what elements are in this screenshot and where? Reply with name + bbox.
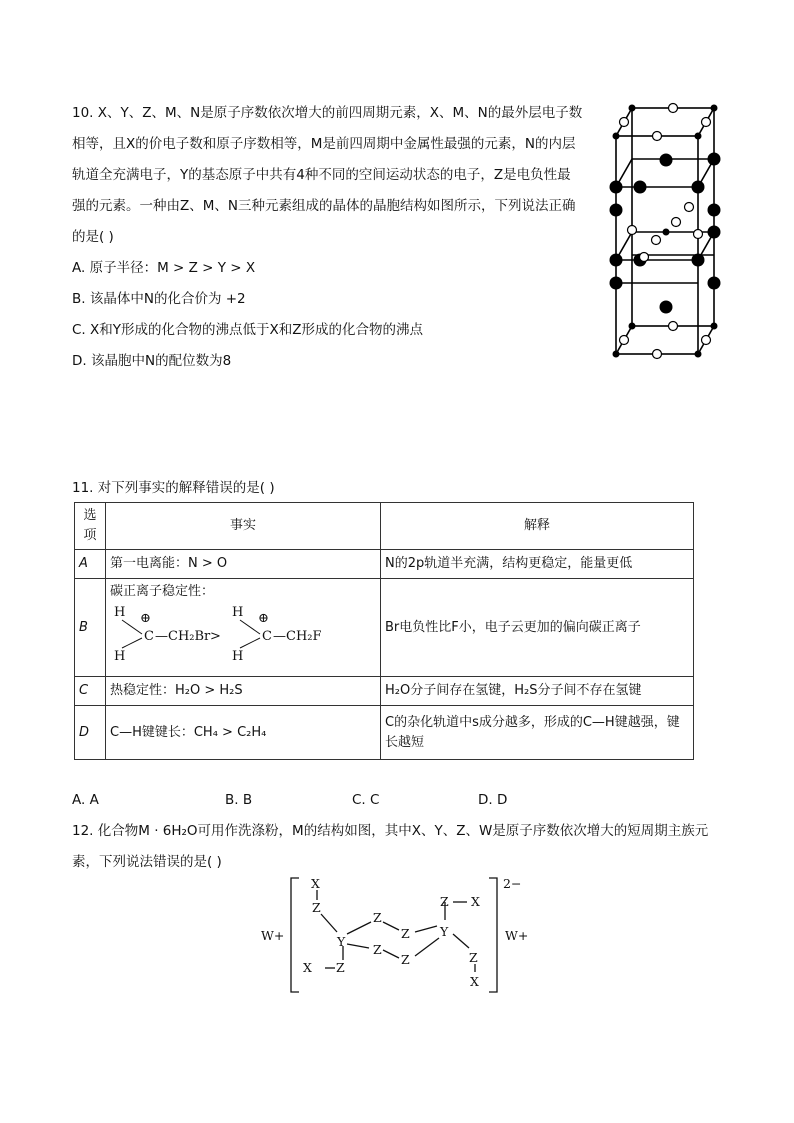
q10-line-3: 轨道全充满电子，Y的基态原子中共有4种不同的空间运动状态的电子，Z是电负性最 xyxy=(72,167,571,183)
table-row xyxy=(75,579,694,677)
row-explain: C的杂化轨道中s成分越多，形成的C—H键越强，键长越短 xyxy=(381,706,694,760)
q10-option-c: C. X和Y形成的化合物的沸点低于X和Z形成的化合物的沸点 xyxy=(72,322,423,338)
counter-ion-left: W+ xyxy=(261,928,285,943)
table-header-row xyxy=(75,503,694,550)
q11-answer-d: D. D xyxy=(478,792,508,808)
h-bottom-2: H xyxy=(232,649,244,664)
atom-z: Z xyxy=(373,942,382,957)
q12-line-2: 素，下列说法错误的是( ) xyxy=(72,854,222,870)
row-fact: 第一电离能：N > O xyxy=(106,550,381,579)
atom-z: Z xyxy=(401,952,410,967)
q11-answer-a: A. A xyxy=(72,792,99,808)
atom-x: X xyxy=(470,974,479,989)
borate-structure-diagram xyxy=(255,872,545,998)
q11-answer-b: B. B xyxy=(225,792,253,808)
header-fact: 事实 xyxy=(106,503,381,550)
atom-y: Y xyxy=(440,924,449,939)
table-row xyxy=(75,706,694,760)
carbon-2: C xyxy=(262,629,272,644)
q10-option-b: B. 该晶体中N的化合价为 +2 xyxy=(72,291,246,307)
charge-label: 2− xyxy=(503,876,522,891)
carbon-1: C xyxy=(144,629,154,644)
q10-line-4: 强的元素。一种由Z、M、N三种元素组成的晶体的晶胞结构如图所示，下列说法正确 xyxy=(72,198,576,214)
atom-y: Y xyxy=(337,934,346,949)
atom-z: Z xyxy=(336,960,345,975)
row-option: D xyxy=(75,706,106,760)
row-fact: 热稳定性：H₂O > H₂S xyxy=(106,677,381,706)
q10-option-a: A. 原子半径：M > Z > Y > X xyxy=(72,260,256,276)
row-option: C xyxy=(75,677,106,706)
row-explain: H₂O分子间存在氢键，H₂S分子间不存在氢键 xyxy=(381,677,694,706)
atom-z: Z xyxy=(469,950,478,965)
substituent-1: —CH₂Br xyxy=(155,629,211,644)
atom-x: X xyxy=(303,960,312,975)
crystal-cell-diagram xyxy=(600,100,730,362)
header-explain: 解释 xyxy=(381,503,694,550)
plus-1: ⊕ xyxy=(140,611,151,626)
h-top-2: H xyxy=(232,605,244,620)
row-fact: C—H键键长：CH₄ > C₂H₄ xyxy=(106,706,381,760)
atom-x: X xyxy=(471,894,480,909)
carbocation-structure xyxy=(110,602,360,666)
atom-z: Z xyxy=(373,910,382,925)
row-explain: Br电负性比F小，电子云更加的偏向碳正离子 xyxy=(381,579,694,677)
counter-ion-right: W+ xyxy=(505,928,529,943)
row-fact: 碳正离子稳定性： xyxy=(110,584,215,599)
q10-option-d: D. 该晶胞中N的配位数为8 xyxy=(72,353,232,369)
atom-z: Z xyxy=(312,900,321,915)
substituent-2: —CH₂F xyxy=(273,629,322,644)
h-bottom-1: H xyxy=(114,649,126,664)
table-row xyxy=(75,550,694,579)
row-explain: N的2p轨道半充满，结构更稳定，能量更低 xyxy=(381,550,694,579)
q10-line-5: 的是( ) xyxy=(72,229,114,245)
q12-line-1: 12. 化合物M · 6H₂O可用作洗涤粉，M的结构如图，其中X、Y、Z、W是原子序数依次增大的短周期主族元 xyxy=(72,823,709,839)
atom-x: X xyxy=(311,876,320,891)
h-top-1: H xyxy=(114,605,126,620)
q10-line-2: 相等，且X的价电子数和原子序数相等，M是前四周期中金属性最强的元素，N的内层 xyxy=(72,136,576,152)
row-option: B xyxy=(75,579,106,677)
header-option: 选项 xyxy=(75,503,106,550)
atom-z: Z xyxy=(440,894,449,909)
q11-table xyxy=(74,502,694,760)
row-fact-cell xyxy=(106,579,381,677)
atom-z: Z xyxy=(401,926,410,941)
table-row xyxy=(75,677,694,706)
row-option: A xyxy=(75,550,106,579)
q11-stem: 11. 对下列事实的解释错误的是( ) xyxy=(72,480,275,496)
greater-than: > xyxy=(210,629,221,644)
q10-line-1: 10. X、Y、Z、M、N是原子序数依次增大的前四周期元素，X、M、N的最外层电子数 xyxy=(72,105,583,121)
q11-answer-c: C. C xyxy=(352,792,380,808)
plus-2: ⊕ xyxy=(258,611,269,626)
